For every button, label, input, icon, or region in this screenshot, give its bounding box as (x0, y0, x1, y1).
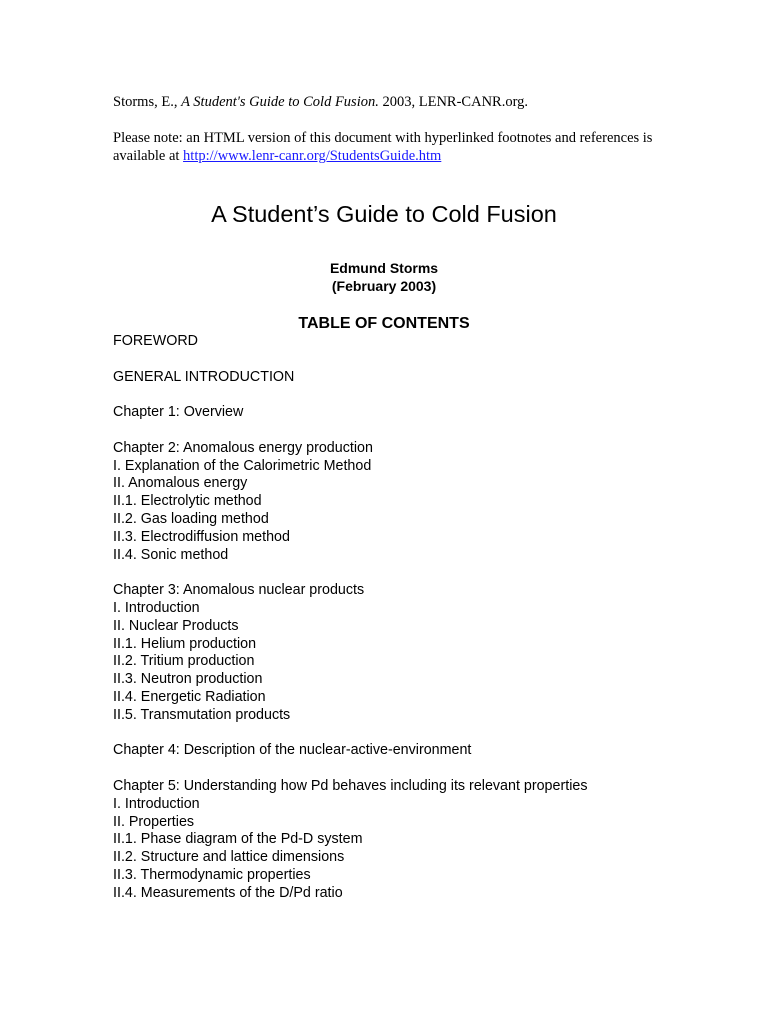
toc-subentry: II.1. Helium production (113, 635, 257, 652)
citation-line (113, 93, 528, 111)
toc-section (113, 333, 713, 351)
note-text: Please note: an HTML version of this document with hyperlinked footnotes and references is available at (113, 130, 653, 164)
toc-subentry: II. Properties (113, 813, 195, 830)
toc-entry: Chapter 5: Understanding how Pd behaves including its relevant properties (113, 777, 588, 794)
toc-subentry: II.1. Electrolytic method (113, 493, 262, 510)
toc-subentry: I. Introduction (113, 795, 200, 812)
toc-subentry: II.2. Gas loading method (113, 510, 269, 527)
toc-subentry: II. Nuclear Products (113, 617, 239, 634)
toc-subentry: II.4. Energetic Radiation (113, 688, 266, 705)
toc-subentry: II.2. Structure and lattice dimensions (113, 849, 345, 866)
toc-subentry: II.5. Transmutation products (113, 706, 291, 723)
toc-entry: FOREWORD (113, 333, 198, 349)
toc-section (113, 404, 713, 422)
toc-entry: Chapter 4: Description of the nuclear-active-environment (113, 742, 472, 759)
toc-entry: Chapter 1: Overview (113, 404, 244, 421)
author-name: Edmund Storms (329, 260, 439, 276)
toc-subentry: I. Introduction (113, 599, 200, 616)
toc-entry: Chapter 3: Anomalous nuclear products (113, 582, 365, 599)
toc-entry: Chapter 2: Anomalous energy production (113, 439, 373, 456)
table-of-contents (113, 333, 713, 920)
toc-section (113, 742, 713, 760)
toc-subentry: II. Anomalous energy (113, 475, 248, 492)
author-block (0, 259, 768, 295)
toc-section (113, 582, 713, 724)
html-version-note (113, 129, 673, 165)
toc-heading: TABLE OF CONTENTS (298, 315, 470, 332)
toc-subentry: II.3. Thermodynamic properties (113, 866, 311, 883)
citation-title: A Student's Guide to Cold Fusion. (181, 94, 379, 110)
publication-date: (February 2003) (331, 278, 437, 294)
citation-rest: 2003, LENR-CANR.org. (382, 94, 529, 110)
toc-subentry: II.4. Sonic method (113, 546, 229, 563)
toc-subentry: II.2. Tritium production (113, 653, 255, 670)
document-title: A Student’s Guide to Cold Fusion (211, 201, 557, 227)
toc-entry: GENERAL INTRODUCTION (113, 368, 295, 385)
toc-section (113, 778, 713, 903)
toc-subentry: II.4. Measurements of the D/Pd ratio (113, 884, 343, 901)
toc-subentry: I. Explanation of the Calorimetric Method (113, 457, 372, 474)
toc-subentry: II.3. Neutron production (113, 671, 263, 688)
toc-section (113, 369, 713, 387)
students-guide-link[interactable]: http://www.lenr-canr.org/StudentsGuide.htm (183, 148, 442, 164)
citation-author: Storms, E., (113, 94, 178, 110)
toc-section (113, 440, 713, 565)
toc-subentry: II.3. Electrodiffusion method (113, 528, 290, 545)
toc-subentry: II.1. Phase diagram of the Pd-D system (113, 831, 363, 848)
